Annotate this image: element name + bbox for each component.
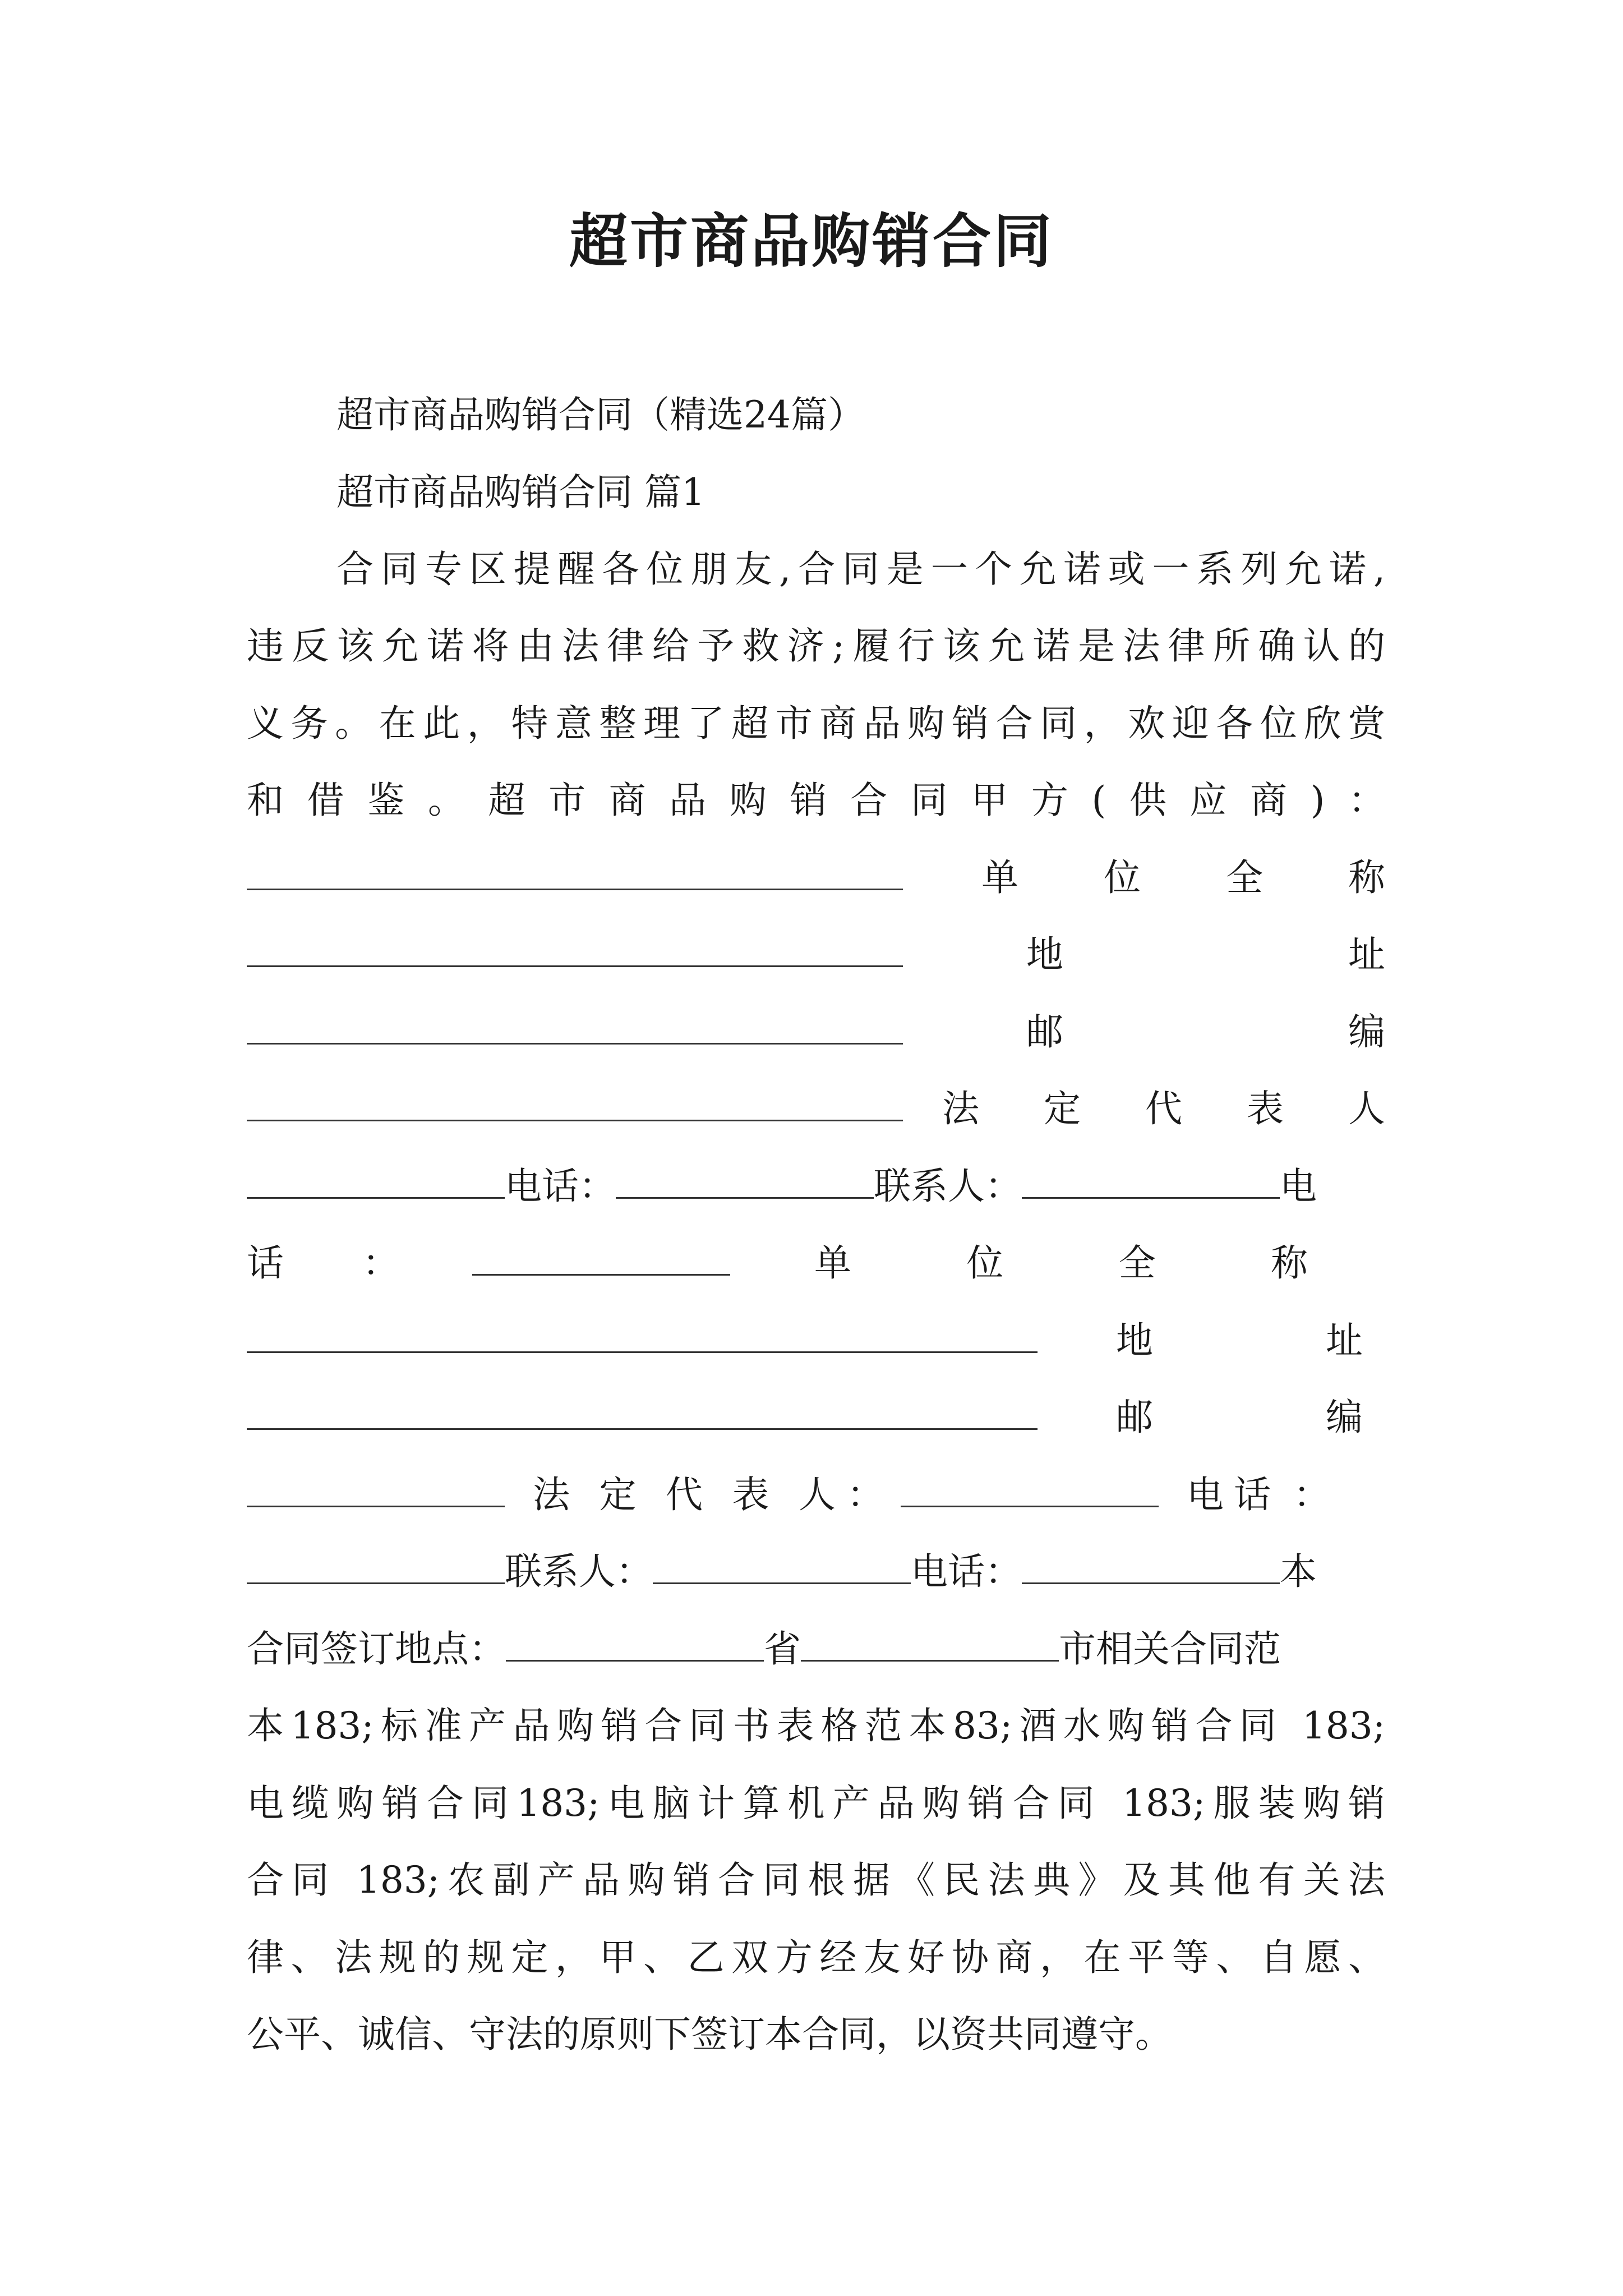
- blank-field: [247, 924, 903, 967]
- party-a-legal-rep-label: 法定代表人: [942, 1087, 1385, 1130]
- blank-field: [247, 1310, 1038, 1353]
- blank-field: [247, 1078, 903, 1121]
- party-b-phone-label: 电话: [1187, 1473, 1271, 1516]
- intro-line-4: 和借鉴。超市商品购销合同甲方(供应商)：: [247, 779, 1385, 822]
- party-b-unit-row: [247, 1230, 1385, 1297]
- party-a-legal-rep-row: [247, 1075, 1385, 1143]
- party-a-contact-label: 联系人：: [874, 1165, 1022, 1208]
- document-title: 超市商品购销合同: [569, 206, 1054, 275]
- blank-field: [247, 1156, 505, 1199]
- party-a-address-label: 地址: [1026, 933, 1385, 976]
- intro-line-3: 义务。在此，特意整理了超市商品购销合同，欢迎各位欣赏: [247, 702, 1385, 745]
- party-b-contact-label: 联系人：: [505, 1550, 653, 1593]
- party-a-unit-row: [247, 844, 1385, 912]
- province-label: 省: [764, 1627, 801, 1671]
- body-line-1: 本183;标准产品购销合同书表格范本83;酒水购销合同 183;: [247, 1704, 1385, 1747]
- party-b-contact-row: [247, 1538, 1385, 1605]
- colon: ：: [847, 1473, 884, 1516]
- sign-place-start: 本: [1280, 1550, 1317, 1593]
- blank-field: [1022, 1156, 1280, 1199]
- blank-field: [247, 1001, 903, 1045]
- colon: ：: [1293, 1473, 1330, 1516]
- party-a-unit-label: 单位全称: [981, 856, 1385, 899]
- blank-field: [247, 1464, 505, 1507]
- blank-field: [247, 1541, 505, 1584]
- party-b-legal-rep-row: [247, 1461, 1385, 1529]
- blank-field: [616, 1156, 874, 1199]
- intro-line-2: 违反该允诺将由法律给予救济;履行该允诺是法律所确认的: [247, 624, 1385, 668]
- body-line-2: 电缆购销合同183;电脑计算机产品购销合同 183;服装购销: [247, 1782, 1385, 1825]
- blank-field: [247, 847, 903, 890]
- party-a-address-row: [247, 921, 1385, 988]
- party-a-phone-contact-row: [247, 1153, 1385, 1220]
- body-line-3: 合同 183;农副产品购销合同根据《民法典》及其他有关法: [247, 1858, 1385, 1902]
- party-b-phone2-label: 电话：: [911, 1550, 1022, 1593]
- party-a-postcode-row: [247, 999, 1385, 1066]
- party-b-address-label: 地址: [1116, 1319, 1363, 1362]
- blank-field: [901, 1464, 1159, 1507]
- blank-field: [506, 1618, 764, 1662]
- body-line-5: 公平、诚信、守法的原则下签订本合同，以资共同遵守。: [247, 2013, 1172, 2056]
- blank-field: [247, 1387, 1038, 1430]
- party-a-phone-split-2: 话: [247, 1241, 284, 1285]
- party-a-phone-split-1: 电: [1280, 1165, 1317, 1208]
- party-b-address-row: [247, 1307, 1385, 1374]
- blank-field: [472, 1232, 730, 1276]
- body-line-4: 律、法规的规定，甲、乙双方经友好协商，在平等、自愿、: [247, 1936, 1385, 1979]
- sign-place-row: [247, 1616, 1385, 1683]
- intro-line-1: 合同专区提醒各位朋友,合同是一个允诺或一系列允诺,: [336, 547, 1385, 591]
- section-heading: 超市商品购销合同 篇1: [336, 471, 705, 514]
- party-b-postcode-row: [247, 1384, 1385, 1451]
- party-b-postcode-label: 邮编: [1116, 1396, 1363, 1439]
- city-tail: 市相关合同范: [1059, 1627, 1281, 1671]
- blank-field: [801, 1618, 1059, 1662]
- colon: ：: [362, 1241, 399, 1285]
- document-subtitle: 超市商品购销合同（精选24篇）: [336, 393, 865, 436]
- sign-place-label: 合同签订地点：: [247, 1627, 506, 1671]
- blank-field: [1022, 1541, 1280, 1584]
- party-a-phone-label: 电话：: [505, 1165, 616, 1208]
- party-b-unit-label: 单位全称: [814, 1241, 1308, 1285]
- party-b-legal-rep-label: 法定代表人: [533, 1473, 836, 1516]
- party-a-postcode-label: 邮编: [1026, 1010, 1385, 1053]
- blank-field: [653, 1541, 911, 1584]
